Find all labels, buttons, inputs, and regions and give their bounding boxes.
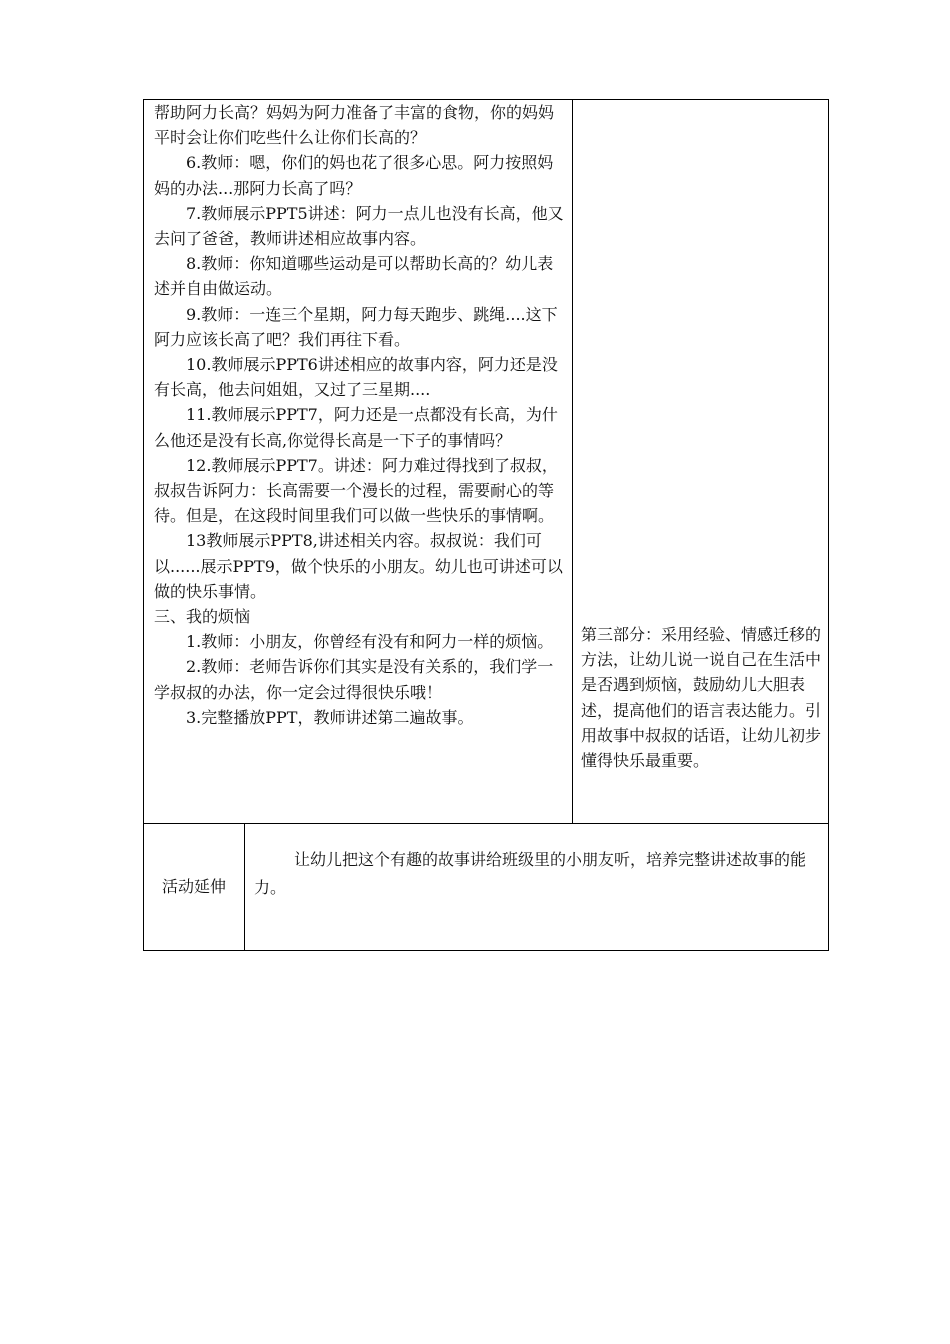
extension-label-divider	[244, 823, 245, 951]
row-divider	[143, 823, 829, 824]
activity-process-cell	[154, 100, 564, 730]
process-line-3: 8.教师：你知道哪些运动是可以帮助长高的？幼儿表述并自由做运动。	[154, 254, 554, 299]
process-line-12: 3.完整播放PPT，教师讲述第二遍故事。	[186, 707, 474, 727]
design-intent-text: 第三部分：采用经验、情感迁移的方法，让幼儿说一说自己在生活中是否遇到烦恼，鼓励幼儿大胆表述，提高他们的语言表达能力。引用故事中叔叔的话语，让幼儿初步懂得快乐最重要。	[581, 625, 822, 771]
column-divider	[572, 99, 573, 824]
section-heading: 三、我的烦恼	[154, 607, 251, 627]
process-line-8: 13教师展示PPT8,讲述相关内容。叔叔说：我们可以......展示PPT9，做个快乐的小朋友。幼儿也可讲述可以做的快乐事情。	[154, 531, 563, 601]
process-line-5: 10.教师展示PPT6讲述相应的故事内容，阿力还是没有长高，他去问姐姐，又过了三星期....	[154, 355, 558, 400]
extension-label: 活动延伸	[161, 877, 226, 896]
process-line-6: 11.教师展示PPT7，阿力还是一点都没有长高，为什么他还是没有长高,你觉得长高是一下子的事情吗？	[154, 405, 558, 450]
process-line-0: 帮助阿力长高？妈妈为阿力准备了丰富的食物，你的妈妈平时会让你们吃些什么让你们长高的？	[154, 103, 555, 148]
process-line-2: 7.教师展示PPT5讲述：阿力一点儿也没有长高，他又去问了爸爸，教师讲述相应故事内容。	[154, 203, 564, 249]
process-line-1: 6.教师：嗯，你们的妈也花了很多心思。阿力按照妈妈的办法...那阿力长高了吗？	[154, 153, 554, 198]
process-line-10: 1.教师：小朋友，你曾经有没有和阿力一样的烦恼。	[186, 632, 554, 652]
extension-text: 让幼儿把这个有趣的故事讲给班级里的小朋友听，培养完整讲述故事的能力。	[254, 850, 807, 897]
design-intent-cell	[581, 622, 821, 773]
process-line-4: 9.教师：一连三个星期，阿力每天跑步、跳绳....这下阿力应该长高了吧？我们再往下看。	[154, 304, 558, 349]
process-line-7: 12.教师展示PPT7。讲述：阿力难过得找到了叔叔，叔叔告诉阿力：长高需要一个漫长的过程，需要耐心的等待。但是，在这段时间里我们可以做一些快乐的事情啊。	[154, 455, 558, 526]
process-line-11: 2.教师：老师告诉你们其实是没有关系的，我们学一学叔叔的办法，你一定会过得很快乐哦！	[154, 657, 554, 702]
